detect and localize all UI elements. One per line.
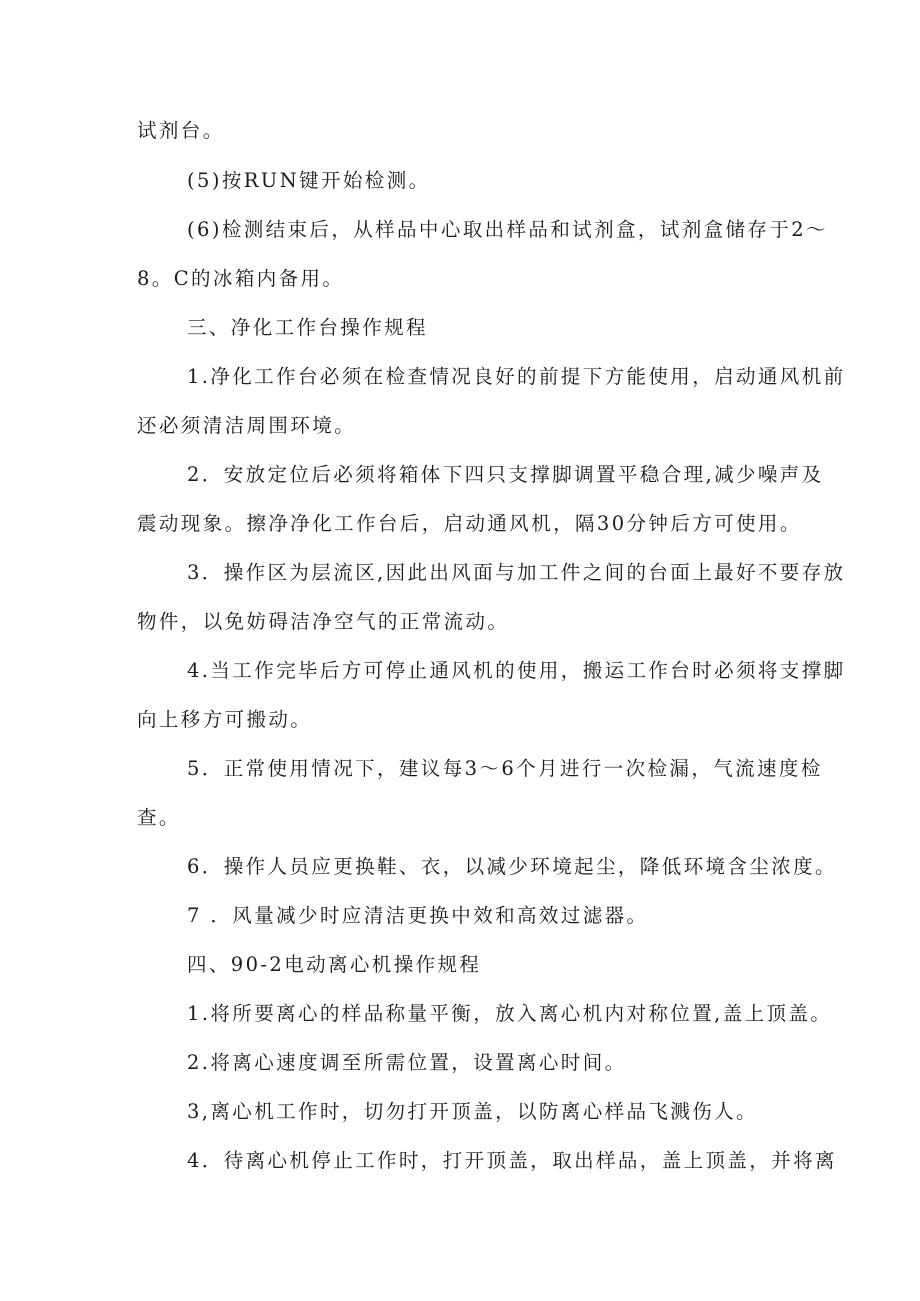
text-line: (5)按RUN键开始检测。 <box>187 169 431 192</box>
text-line: 2.将离心速度调至所需位置，设置离心时间。 <box>187 1051 627 1074</box>
text-line: 4.当工作完毕后方可停止通风机的使用，搬运工作台时必须将支撑脚 <box>187 659 846 682</box>
section-heading: 四、90-2电动离心机操作规程 <box>187 953 482 976</box>
text-line: 5．正常使用情况下，建议每3～6个月进行一次检漏，气流速度检 <box>187 757 823 780</box>
text-line: 1.将所要离心的样品称量平衡，放入离心机内对称位置,盖上顶盖。 <box>187 1002 833 1025</box>
text-line: 4．待离心机停止工作时，打开顶盖，取出样品，盖上顶盖，并将离 <box>187 1149 837 1172</box>
text-line: 1.净化工作台必须在检查情况良好的前提下方能使用，启动通风机前 <box>187 365 846 388</box>
text-line: 还必须清洁周围环境。 <box>137 414 357 437</box>
text-line: (6)检测结束后，从样品中心取出样品和试剂盒，试剂盒储存于2～ <box>187 218 828 241</box>
text-line: 向上移方可搬动。 <box>137 708 313 731</box>
text-line: 震动现象。擦净净化工作台后，启动通风机，隔30分钟后方可使用。 <box>137 512 802 535</box>
text-line: 2．安放定位后必须将箱体下四只支撑脚调置平稳合理,减少噪声及 <box>187 463 824 486</box>
section-heading: 三、净化工作台操作规程 <box>187 316 428 339</box>
text-line: 3．操作区为层流区,因此出风面与加工件之间的台面上最好不要存放 <box>187 561 846 584</box>
text-line: 物件，以免妨碍洁净空气的正常流动。 <box>137 610 510 633</box>
text-line: 试剂台。 <box>137 119 225 142</box>
text-line: 3,离心机工作时，切勿打开顶盖，以防离心样品飞溅伤人。 <box>187 1100 758 1123</box>
text-line: 查。 <box>137 806 181 829</box>
text-line: 6．操作人员应更换鞋、衣，以减少环境起尘，降低环境含尘浓度。 <box>187 855 837 878</box>
text-line: 7 ．风量减少时应清洁更换中效和高效过滤器。 <box>187 904 649 927</box>
text-line: 8。C的冰箱内备用。 <box>137 267 345 290</box>
